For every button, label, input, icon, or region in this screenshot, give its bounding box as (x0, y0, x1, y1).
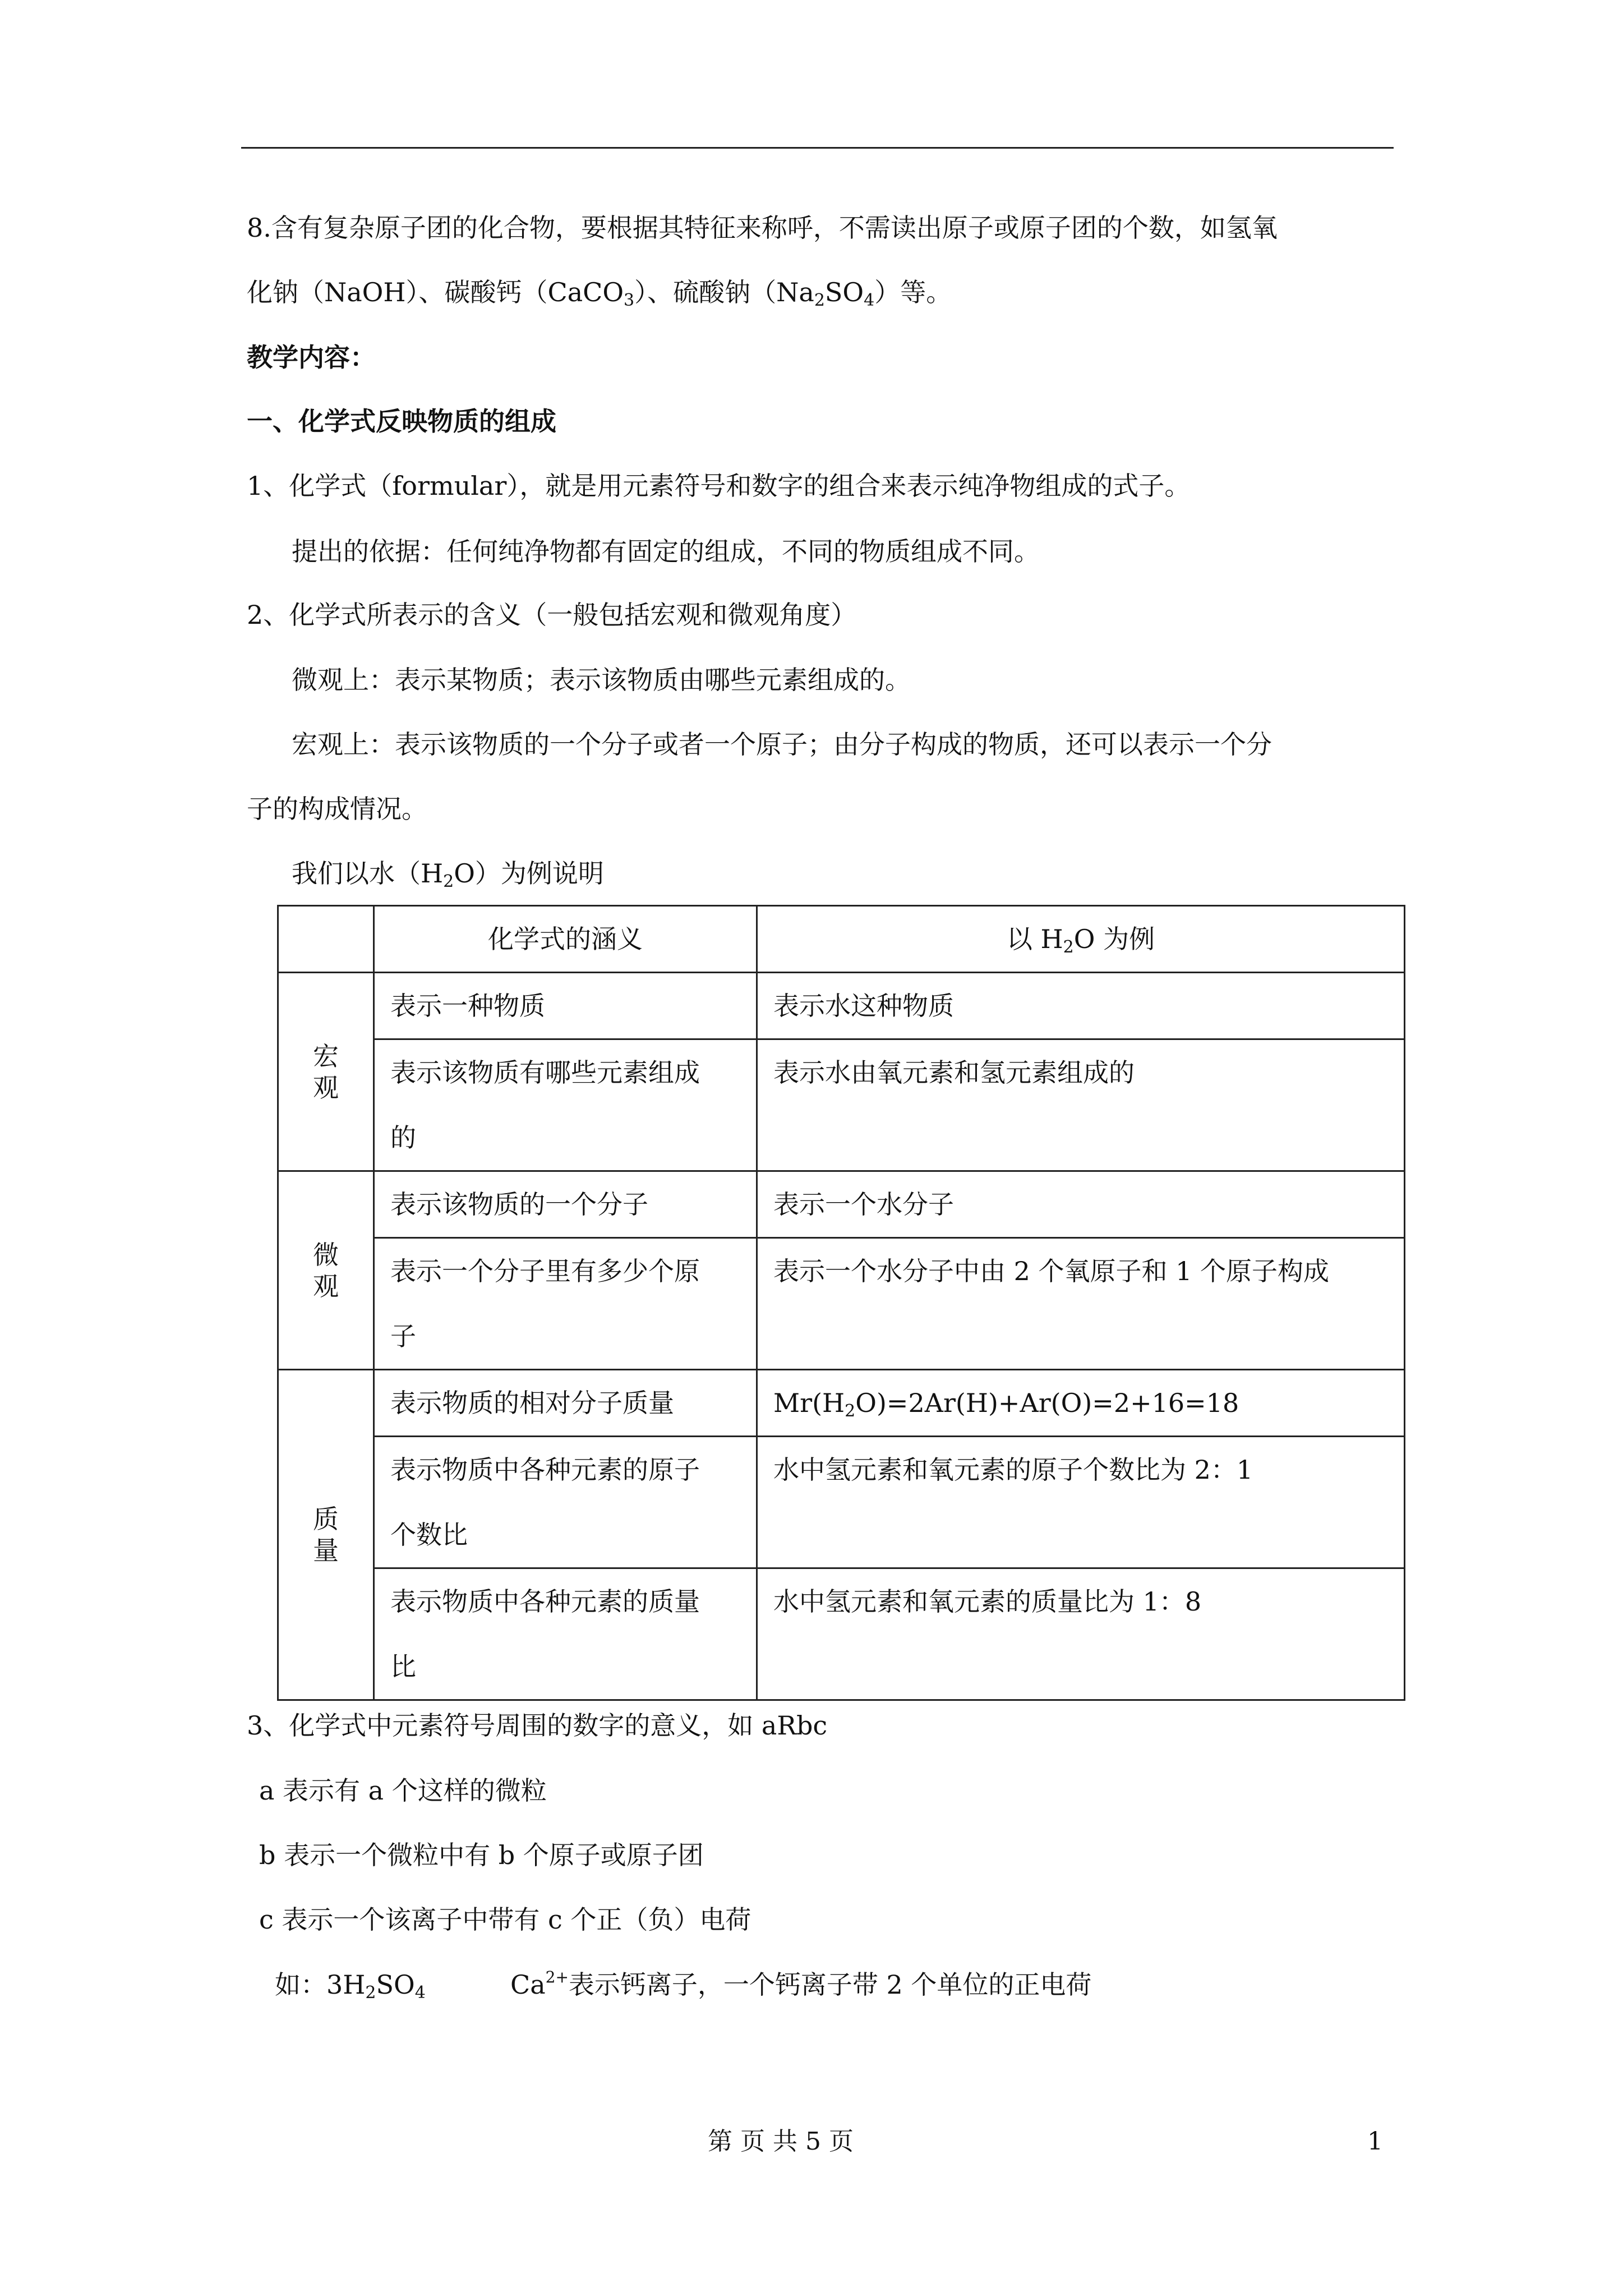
item2-micro: 微观上：表示某物质；表示该物质由哪些元素组成的。 (292, 665, 911, 695)
header-rule (241, 147, 1394, 149)
table-row (278, 973, 1405, 1039)
header-example: 以 $H_2O$ 为例 (757, 906, 1405, 973)
r1-example: 表示水这种物质 (757, 973, 1405, 1039)
table-row (278, 1370, 1405, 1437)
r2-meaning: 表示该物质有哪些元素组成 的 (374, 1039, 757, 1171)
item2-macro-line1: 宏观上：表示该物质的一个分子或者一个原子；由分子构成的物质，还可以表示一个分 (292, 729, 1272, 760)
group-mass-label: 质 量 (278, 1370, 374, 1700)
table-row (278, 1238, 1405, 1370)
footer-page-info: 第 页 共 5 页 (708, 2127, 854, 2156)
r2-example: 表示水由氧元素和氢元素组成的 (757, 1039, 1405, 1171)
table-header-row (278, 906, 1405, 973)
item1-basis: 提出的依据：任何纯净物都有固定的组成，不同的物质组成不同。 (292, 536, 1040, 567)
r6-meaning: 表示物质中各种元素的原子 个数比 (374, 1437, 757, 1568)
teaching-content-heading: 教学内容： (247, 342, 376, 372)
table-row (278, 1039, 1405, 1171)
table-row (278, 1568, 1405, 1700)
item2: 2、化学式所表示的含义（一般包括宏观和微观角度） (247, 600, 857, 630)
header-meaning: 化学式的涵义 (374, 906, 757, 973)
example3-formula: 如：$3H_2SO_4$ (275, 1970, 426, 2003)
section1-title: 一、化学式反映物质的组成 (247, 406, 556, 436)
r5-example: $Mr(H_2O)=2Ar(H)+Ar(O)=2+16=18$ (757, 1370, 1405, 1437)
item3-a: a 表示有 a 个这样的微粒 (259, 1775, 547, 1806)
item1: 1、化学式（formular），就是用元素符号和数字的组合来表示纯净物组成的式子。 (247, 471, 1191, 501)
r7-example: 水中氢元素和氧元素的质量比为 1：8 (757, 1568, 1405, 1700)
example-intro: 我们以水$(H_2O)$为例说明 (292, 858, 604, 891)
group-macro-label: 宏 观 (278, 973, 374, 1171)
r3-example: 表示一个水分子 (757, 1171, 1405, 1238)
r3-meaning: 表示该物质的一个分子 (374, 1171, 757, 1238)
r4-meaning: 表示一个分子里有多少个原 子 (374, 1238, 757, 1370)
item3-c: c 表示一个该离子中带有 c 个正（负）电荷 (259, 1904, 751, 1935)
table-row (278, 1171, 1405, 1238)
r4-example: 表示一个水分子中由 2 个氧原子和 1 个原子构成 (757, 1238, 1405, 1370)
item3-b: b 表示一个微粒中有 b 个原子或原子团 (259, 1840, 704, 1870)
r6-example: 水中氢元素和氧元素的原子个数比为 2：1 (757, 1437, 1405, 1568)
item3: 3、化学式中元素符号周围的数字的意义，如 aRbc (247, 1710, 828, 1741)
group-micro-label: 微 观 (278, 1171, 374, 1370)
item2-macro-line2: 子的构成情况。 (247, 794, 427, 824)
r1-meaning: 表示一种物质 (374, 973, 757, 1039)
example3-calcium-ion: $Ca^{2+}$表示钙离子，一个钙离子带 2 个单位的正电荷 (510, 1968, 1092, 2000)
footer-page-number: 1 (1367, 2127, 1383, 2156)
r7-meaning: 表示物质中各种元素的质量 比 (374, 1568, 757, 1700)
point8-line1: 8.含有复杂原子团的化合物，要根据其特征来称呼，不需读出原子或原子团的个数，如氢氧 (247, 213, 1278, 243)
table-row (278, 1437, 1405, 1568)
point8-line2: 化钠（NaOH）、碳酸钙（CaCO$_3$）、硫酸钠$(Na_2SO_4)$等。 (247, 277, 952, 310)
r5-meaning: 表示物质的相对分子质量 (374, 1370, 757, 1437)
chemical-formula-meaning-table (277, 905, 1405, 1701)
header-corner-cell (278, 906, 374, 973)
